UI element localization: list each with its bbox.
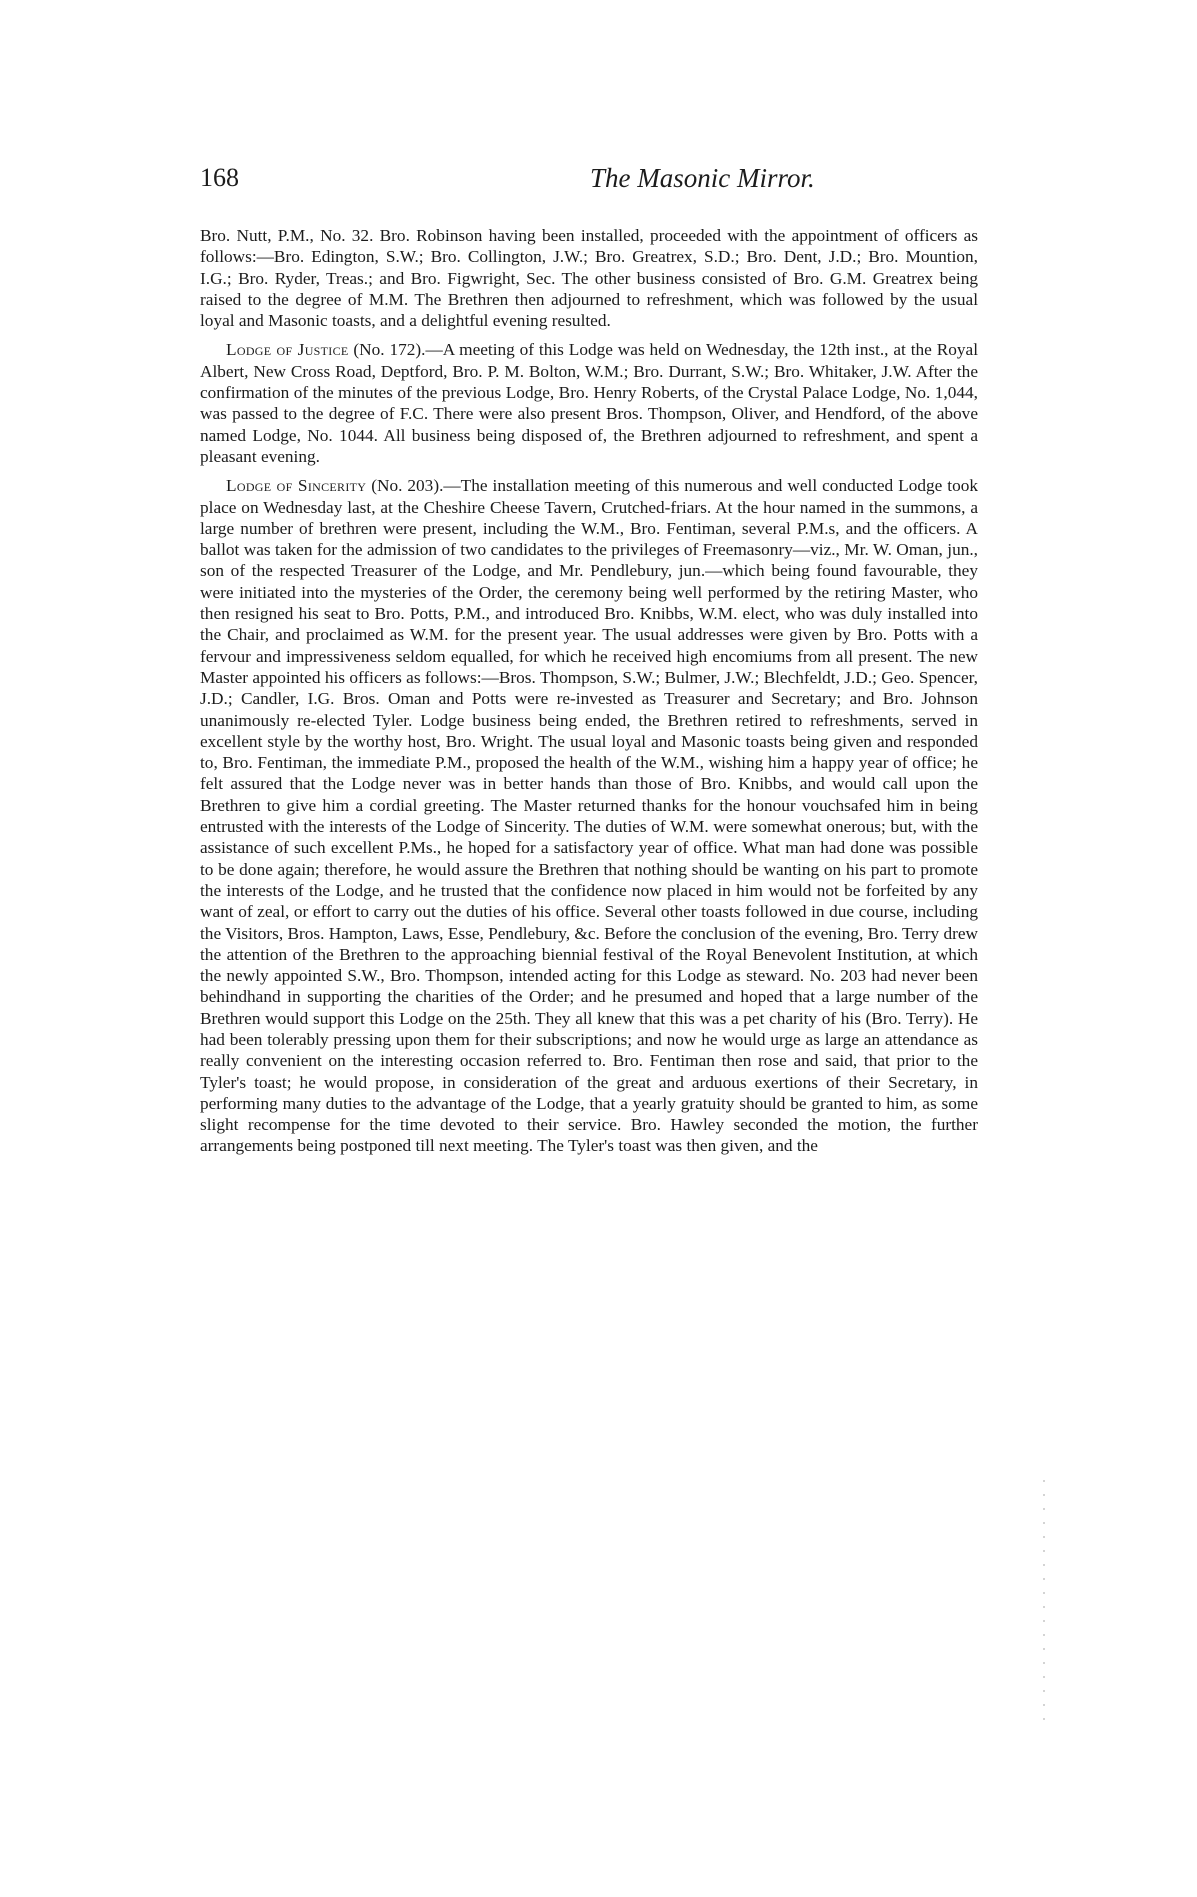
page-header [200,163,960,213]
paragraph-text: (No. 172).—A meeting of this Lodge was held on Wednesday, the 12th inst., at the Royal Albert, New Cross Road, Deptford, Bro. P. M. Bolton, W.M.; Bro. Durrant, S.W.; Bro. Whitaker, J.W. After the confirmation of the minutes of the previous Lodge, Bro. Henry Roberts, of the Crystal Palace Lodge, No. 1,044, was passed to the degree of F.C. There were also present Bros. Thompson, Oliver, and Hendford, of the above named Lodge, No. 1044. All business being disposed of, the Brethren adjourned to refreshment, and spent a pleasant evening. [200,340,978,466]
paragraph-text: Bro. Nutt, P.M., No. 32. Bro. Robinson having been installed, proceeded with the appointment of officers as follows:—Bro. Edington, S.W.; Bro. Collington, J.W.; Bro. Greatrex, S.D.; Bro. Dent, J.D.; Bro. Mountion, I.G.; Bro. Ryder, Treas.; and Bro. Figwright, Sec. The other business consisted of Bro. G.M. Greatrex being raised to the degree of M.M. The Brethren then adjourned to refreshment, which was followed by the usual loyal and Masonic toasts, and a delightful evening resulted. [200,226,978,331]
paragraph-lodge-of-sincerity [200,475,978,1157]
running-title: The Masonic Mirror. [590,163,815,193]
paragraph-text: (No. 203).—The installation meeting of this numerous and well conducted Lodge took place on Wednesday last, at the Cheshire Cheese Tavern, Crutched-friars. At the hour named in the summons, a large number of brethren were present, including the W.M., Bro. Fentiman, several P.M.s, and the officers. A ballot was taken for the admission of two candidates to the privileges of Freemasonry—viz., Mr. W. Oman, jun., son of the respected Treasurer of the Lodge, and Mr. Pendlebury, jun.—which being found favourable, they were initiated into the mysteries of the Order, the ceremony being well performed by the retiring Master, who then resigned his seat to Bro. Potts, P.M., and introduced Bro. Knibbs, W.M. elect, who was duly installed into the Chair, and proclaimed as W.M. for the present year. The usual addresses were given by Bro. Potts with a fervour and impressiveness seldom equalled, for which he received high encomiums from all present. The new Master appointed his officers as follows:—Bros. Thompson, S.W.; Bulmer, J.W.; Blechfeldt, J.D.; Geo. Spencer, J.D.; Candler, I.G. Bros. Oman and Potts were re-invested as Treasurer and Secretary; and Bro. Johnson unanimously re-elected Tyler. Lodge business being ended, the Brethren retired to refreshments, served in excellent style by the worthy host, Bro. Wright. The usual loyal and Masonic toasts being given and responded to, Bro. Fentiman, the immediate P.M., proposed the health of the W.M., wishing him a happy year of office; he felt assured that the Lodge never was in better hands than those of Bro. Knibbs, and would call upon the Brethren to give him a cordial greeting. The Master returned thanks for the honour vouchsafed him in being entrusted with the interests of the Lodge of Sincerity. The duties of W.M. were somewhat onerous; but, with the assistance of such excellent P.Ms., he hoped for a satisfactory year of office. What man had done was possible to be done again; therefore, he would assure the Brethren that nothing should be wanting on his part to promote the interests of the Lodge, and he trusted that the confidence now placed in him would not be forfeited by any want of zeal, or effort to carry out the duties of his office. Several other toasts followed in due course, including the Visitors, Bros. Hampton, Laws, Esse, Pendlebury, &c. Before the conclusion of the evening, Bro. Terry drew the attention of the Brethren to the approaching biennial festival of the Royal Benevolent Institution, at which the newly appointed S.W., Bro. Thompson, intended acting for this Lodge as steward. No. 203 had never been behindhand in supporting the charities of the Order; and he presumed and hoped that a large number of the Brethren would support this Lodge on the 25th. They all knew that this was a pet charity of his (Bro. Terry). He had been tolerably pressing upon them for their subscriptions; and now he would urge as large an attendance as really convenient on the interesting occasion referred to. Bro. Fentiman then rose and said, that prior to the Tyler's toast; he would propose, in consideration of the great and arduous exertions of their Secretary, in performing many duties to the advantage of the Lodge, that a yearly gratuity should be granted to him, as some slight recompense for the time devoted to their service. Bro. Hawley seconded the motion, the further arrangements being postponed till next meeting. The Tyler's toast was then given, and the [200,476,978,1156]
scan-edge-mark [1043,1480,1045,1730]
paragraph-lead-heading: Lodge of Sincerity [226,476,367,496]
paragraph-lead-heading: Lodge of Justice [226,340,349,360]
paragraph-continuation [200,225,978,331]
page-number: 168 [200,163,239,192]
paragraph-lodge-of-justice [200,339,978,467]
article-body [200,225,978,1157]
